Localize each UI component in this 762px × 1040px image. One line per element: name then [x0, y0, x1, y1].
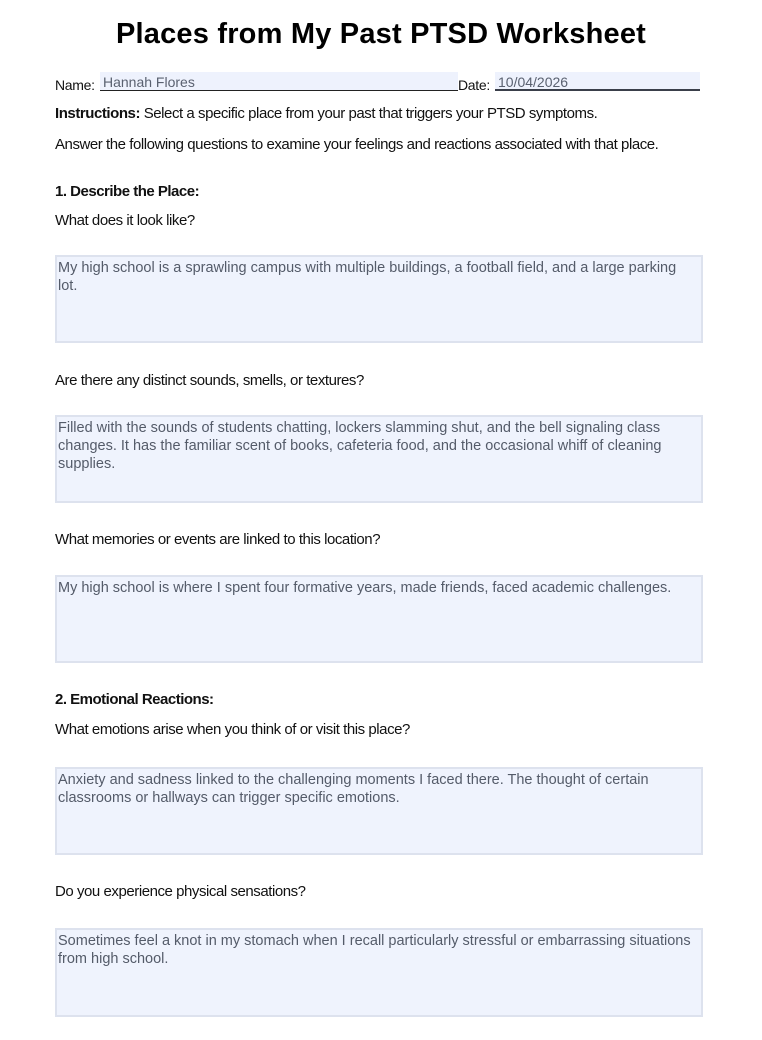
instructions-text: Select a specific place from your past that triggers your PTSD symptoms. [140, 105, 598, 122]
name-field[interactable]: Hannah Flores [100, 72, 458, 91]
answer-senses[interactable]: Filled with the sounds of students chatting, lockers slamming shut, and the bell signaling class changes. It has the familiar scent of books, cafeteria food, and the occasional whiff of cleaning supplies. [55, 415, 703, 503]
answer-look[interactable]: My high school is a sprawling campus with multiple buildings, a football field, and a large parking lot. [55, 255, 703, 343]
question-physical: Do you experience physical sensations? [55, 883, 306, 900]
answer-physical[interactable]: Sometimes feel a knot in my stomach when I recall particularly stressful or embarrassing situations from high school. [55, 928, 703, 1017]
date-field[interactable]: 10/04/2026 [495, 72, 700, 91]
name-date-row [55, 72, 703, 94]
answer-memories[interactable]: My high school is where I spent four formative years, made friends, faced academic challenges. [55, 575, 703, 663]
page-title: Places from My Past PTSD Worksheet [115, 18, 647, 50]
name-label: Name: [55, 77, 95, 93]
section-2-heading: 2. Emotional Reactions: [55, 691, 214, 708]
instructions [55, 105, 705, 122]
question-emotions: What emotions arise when you think of or visit this place? [55, 721, 410, 738]
question-look: What does it look like? [55, 212, 195, 229]
question-senses: Are there any distinct sounds, smells, or textures? [55, 372, 364, 389]
instructions-paragraph: Answer the following questions to examine your feelings and reactions associated with that place. [55, 136, 659, 153]
answer-emotions[interactable]: Anxiety and sadness linked to the challenging moments I faced there. The thought of certain classrooms or hallways can trigger specific emotions. [55, 767, 703, 855]
question-memories: What memories or events are linked to this location? [55, 531, 381, 548]
instructions-label: Instructions: [55, 105, 140, 122]
section-1-heading: 1. Describe the Place: [55, 183, 200, 200]
date-label: Date: [458, 77, 490, 93]
